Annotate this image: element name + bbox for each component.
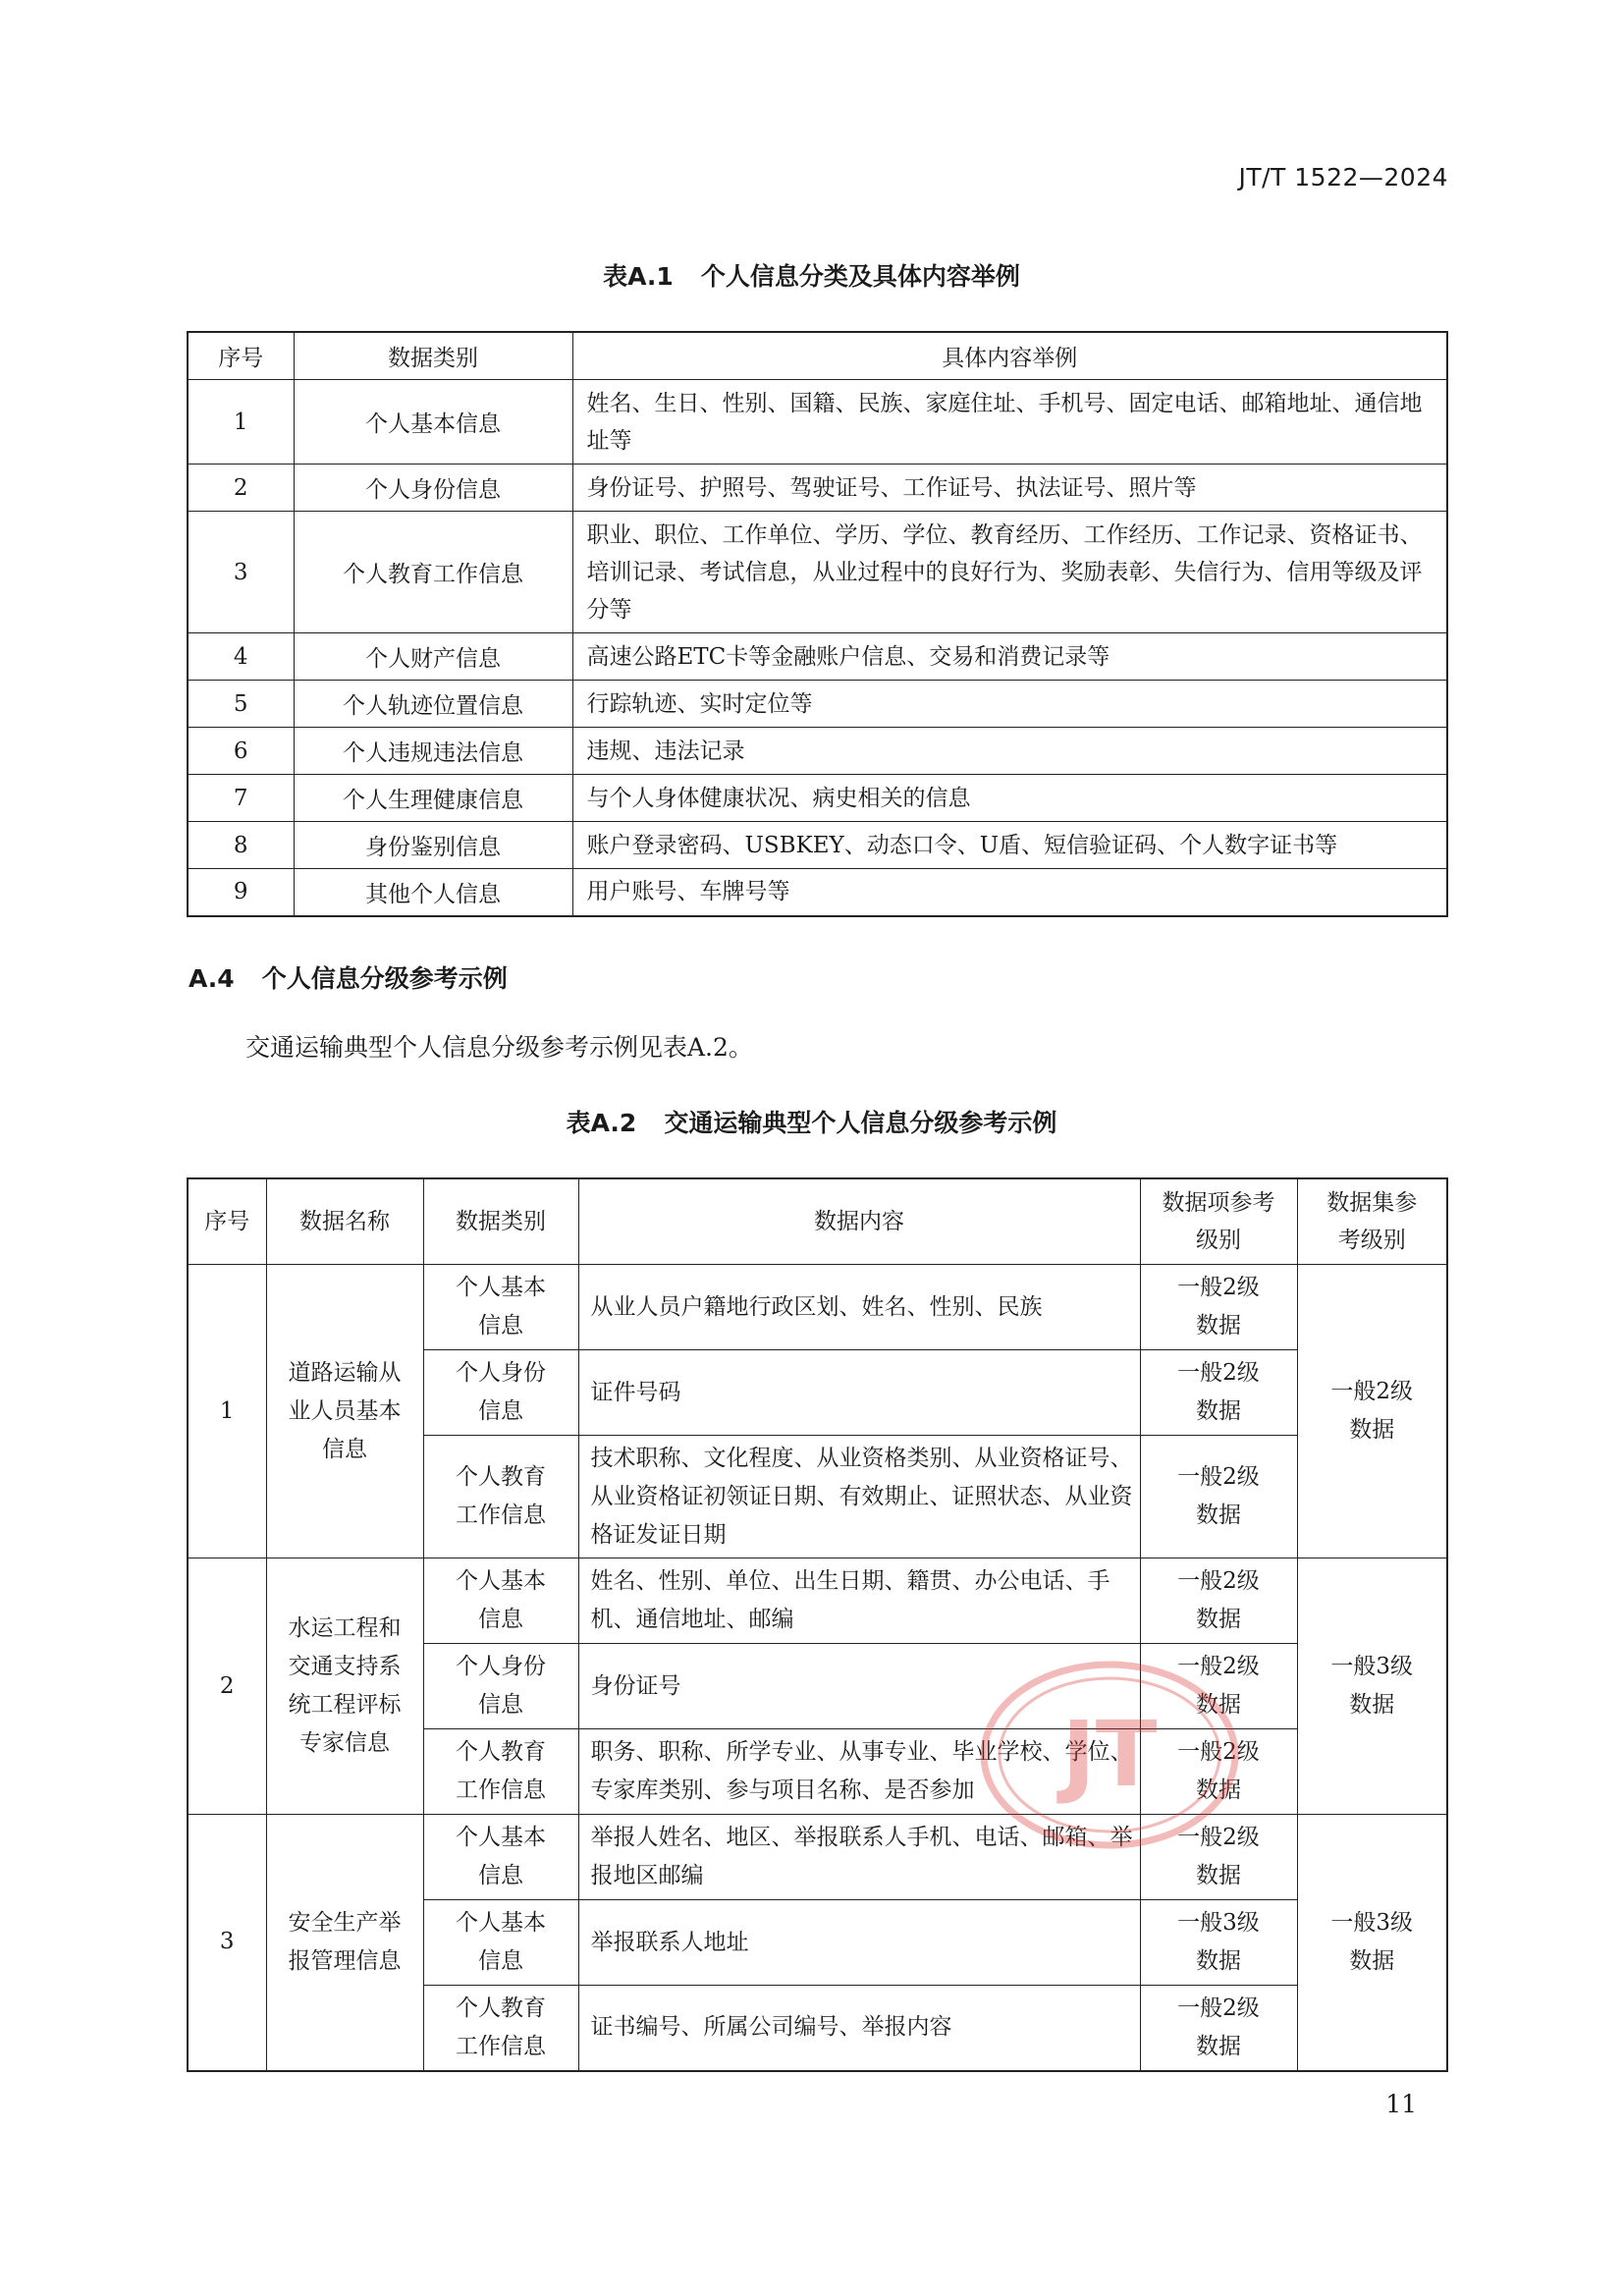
row-number: 9 (188, 869, 294, 916)
standard-code: JT/T 1522—2024 (1238, 163, 1448, 191)
content-example: 身份证号、护照号、驾驶证号、工作证号、执法证号、照片等 (572, 465, 1447, 512)
data-content: 证件号码 (578, 1350, 1140, 1436)
item-level: 一般2级数据 (1140, 1644, 1297, 1729)
data-category: 个人身份信息 (294, 465, 572, 512)
section-heading (189, 959, 508, 995)
data-name-cell: 水运工程和交通支持系统工程评标专家信息 (266, 1558, 423, 1815)
table-row (188, 1815, 1447, 1900)
item-level: 一般2级数据 (1140, 1436, 1297, 1558)
data-content: 职务、职称、所学专业、从事专业、毕业学校、学位、专家库类别、参与项目名称、是否参加 (578, 1729, 1140, 1815)
data-category: 个人身份信息 (423, 1350, 578, 1436)
table2-caption-title: 交通运输典型个人信息分级参考示例 (664, 1109, 1057, 1137)
row-number: 3 (188, 512, 294, 633)
row-number: 8 (188, 822, 294, 869)
table-row (188, 681, 1447, 728)
item-level: 一般3级数据 (1140, 1900, 1297, 1986)
data-category: 个人基本信息 (423, 1265, 578, 1350)
data-content: 举报人姓名、地区、举报联系人手机、电话、邮箱、举报地区邮编 (578, 1815, 1140, 1900)
data-content: 证书编号、所属公司编号、举报内容 (578, 1986, 1140, 2071)
data-category: 个人身份信息 (423, 1644, 578, 1729)
row-number: 4 (188, 633, 294, 681)
table-row (188, 1265, 1447, 1350)
data-category: 其他个人信息 (294, 869, 572, 916)
table2-header-row (188, 1178, 1447, 1265)
row-number: 5 (188, 681, 294, 728)
data-category: 个人基本信息 (423, 1815, 578, 1900)
dataset-level: 一般3级数据 (1297, 1815, 1447, 2071)
table-row (188, 728, 1447, 775)
table2-caption (0, 1104, 1623, 1139)
data-content: 技术职称、文化程度、从业资格类别、从业资格证号、从业资格证初领证日期、有效期止、证照状态、从业资格证发证日期 (578, 1436, 1140, 1558)
body-paragraph: 交通运输典型个人信息分级参考示例见表A.2。 (245, 1033, 753, 1062)
table-row (188, 465, 1447, 512)
table-row (188, 633, 1447, 681)
table-row (188, 380, 1447, 465)
row-number: 6 (188, 728, 294, 775)
data-category: 个人违规违法信息 (294, 728, 572, 775)
table2-header-cell: 数据类别 (423, 1178, 578, 1265)
content-example: 职业、职位、工作单位、学历、学位、教育经历、工作经历、工作记录、资格证书、培训记录、考试信息，从业过程中的良好行为、奖励表彰、失信行为、信用等级及评分等 (572, 512, 1447, 633)
jt-seal-watermark (980, 1660, 1240, 1851)
table-row (188, 822, 1447, 869)
item-level: 一般2级数据 (1140, 1265, 1297, 1350)
table1-caption-title: 个人信息分类及具体内容举例 (700, 262, 1020, 291)
page-number: 11 (1385, 2090, 1417, 2118)
data-content: 身份证号 (578, 1644, 1140, 1729)
table1-header-cell: 具体内容举例 (572, 332, 1447, 380)
data-name-cell: 道路运输从业人员基本信息 (266, 1265, 423, 1558)
content-example: 高速公路ETC卡等金融账户信息、交易和消费记录等 (572, 633, 1447, 681)
data-content: 姓名、性别、单位、出生日期、籍贯、办公电话、手机、通信地址、邮编 (578, 1558, 1140, 1644)
section-title: 个人信息分级参考示例 (261, 964, 508, 993)
table1-caption-number: 表A.1 (603, 262, 674, 291)
row-number: 1 (188, 380, 294, 465)
table1 (187, 331, 1448, 917)
table2-header-cell: 数据名称 (266, 1178, 423, 1265)
table2-caption-number: 表A.2 (566, 1109, 637, 1137)
item-level: 一般2级数据 (1140, 1815, 1297, 1900)
data-category: 个人生理健康信息 (294, 775, 572, 822)
data-category: 个人教育工作信息 (423, 1729, 578, 1815)
data-content: 举报联系人地址 (578, 1900, 1140, 1986)
table2 (187, 1177, 1448, 2072)
content-example: 违规、违法记录 (572, 728, 1447, 775)
data-category: 个人轨迹位置信息 (294, 681, 572, 728)
data-content: 从业人员户籍地行政区划、姓名、性别、民族 (578, 1265, 1140, 1350)
data-category: 个人财产信息 (294, 633, 572, 681)
data-category: 个人基本信息 (423, 1900, 578, 1986)
data-name-cell: 安全生产举报管理信息 (266, 1815, 423, 2071)
dataset-level: 一般3级数据 (1297, 1558, 1447, 1815)
content-example: 行踪轨迹、实时定位等 (572, 681, 1447, 728)
data-category: 个人教育工作信息 (294, 512, 572, 633)
group-number: 3 (188, 1815, 266, 2071)
table-row (188, 1558, 1447, 1644)
data-category: 个人基本信息 (423, 1558, 578, 1644)
seal-text: JT (1061, 1702, 1158, 1807)
table1-header-cell: 序号 (188, 332, 294, 380)
dataset-level: 一般2级数据 (1297, 1265, 1447, 1558)
data-category: 个人教育工作信息 (423, 1436, 578, 1558)
table2-header-cell: 数据集参考级别 (1297, 1178, 1447, 1265)
table-row (188, 512, 1447, 633)
row-number: 2 (188, 465, 294, 512)
item-level: 一般2级数据 (1140, 1350, 1297, 1436)
data-category: 个人基本信息 (294, 380, 572, 465)
table1-header-cell: 数据类别 (294, 332, 572, 380)
table2-header-cell: 数据内容 (578, 1178, 1140, 1265)
section-number: A.4 (189, 964, 235, 993)
item-level: 一般2级数据 (1140, 1986, 1297, 2071)
table2-header-cell: 序号 (188, 1178, 266, 1265)
row-number: 7 (188, 775, 294, 822)
table2-header-cell: 数据项参考级别 (1140, 1178, 1297, 1265)
table1-header-row (188, 332, 1447, 380)
data-category: 身份鉴别信息 (294, 822, 572, 869)
table-row (188, 869, 1447, 916)
content-example: 姓名、生日、性别、国籍、民族、家庭住址、手机号、固定电话、邮箱地址、通信地址等 (572, 380, 1447, 465)
data-category: 个人教育工作信息 (423, 1986, 578, 2071)
group-number: 2 (188, 1558, 266, 1815)
group-number: 1 (188, 1265, 266, 1558)
item-level: 一般2级数据 (1140, 1558, 1297, 1644)
table-row (188, 775, 1447, 822)
content-example: 用户账号、车牌号等 (572, 869, 1447, 916)
table1-caption (0, 257, 1623, 293)
content-example: 与个人身体健康状况、病史相关的信息 (572, 775, 1447, 822)
content-example: 账户登录密码、USBKEY、动态口令、U盾、短信验证码、个人数字证书等 (572, 822, 1447, 869)
item-level: 一般2级数据 (1140, 1729, 1297, 1815)
